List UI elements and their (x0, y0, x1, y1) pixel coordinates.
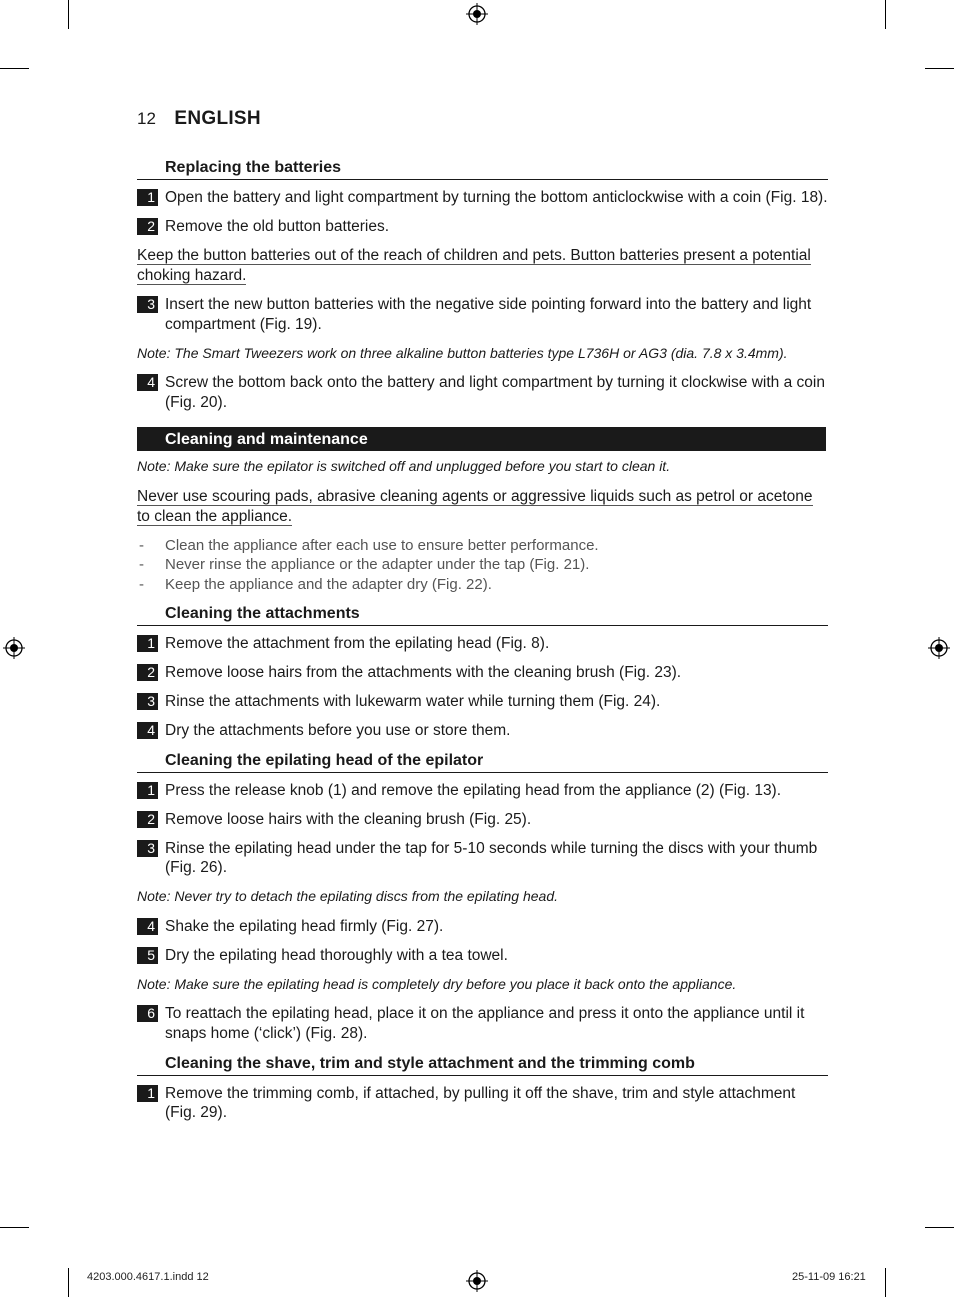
warning-batteries: Keep the button batteries out of the reach of children and pets. Button batteries present a potential choking hazard. (137, 247, 811, 284)
warning-text (137, 246, 828, 286)
step-number: 3 (137, 840, 158, 857)
step-number: 4 (137, 374, 158, 391)
step-number: 4 (137, 722, 158, 739)
step-text: Remove the trimming comb, if attached, by pulling it off the shave, trim and style attachment (Fig. 29). (165, 1084, 796, 1122)
warning-text (137, 487, 828, 527)
crop-mark (925, 1227, 954, 1228)
note-cleaning: Note: Make sure the epilator is switched off and unplugged before you start to clean it. (137, 458, 671, 474)
step-item (137, 1004, 828, 1043)
step-item (137, 295, 828, 334)
step-item (137, 839, 828, 878)
step-item (137, 188, 828, 208)
crop-mark (68, 1268, 69, 1297)
section-heading-cleaning: Cleaning and maintenance (137, 427, 826, 451)
step-text: Remove the attachment from the epilating head (Fig. 8). (165, 634, 550, 652)
step-text: Remove the old button batteries. (165, 218, 390, 235)
warning-cleaning: Never use scouring pads, abrasive cleaning agents or aggressive liquids such as petrol or acetone to clean the appliance. (137, 487, 813, 525)
registration-mark-icon (928, 637, 950, 659)
step-number: 1 (137, 1085, 158, 1102)
step-number: 1 (137, 189, 158, 206)
step-item (137, 781, 828, 801)
list-item: - Clean the appliance after each use to ensure better performance. (139, 536, 599, 554)
step-number: 4 (137, 918, 158, 935)
section-heading-shave: Cleaning the shave, trim and style attachment and the trimming comb (137, 1053, 828, 1076)
step-number: 3 (137, 693, 158, 710)
page-number: 12 (137, 109, 156, 128)
step-item (137, 634, 828, 654)
step-item (137, 1084, 828, 1123)
step-text: Rinse the attachments with lukewarm water while turning them (Fig. 24). (165, 692, 661, 710)
step-item (137, 946, 828, 966)
bullet-list (137, 536, 828, 595)
step-item (137, 217, 828, 237)
step-item (137, 810, 828, 830)
step-number: 5 (137, 947, 158, 964)
note-epilating-head: Note: Never try to detach the epilating discs from the epilating head. (137, 888, 559, 905)
step-number: 2 (137, 811, 158, 828)
language-heading: ENGLISH (174, 108, 261, 129)
step-text: Insert the new button batteries with the negative side pointing forward into the battery and light compartment (Fig. 19). (165, 296, 812, 333)
step-number: 2 (137, 664, 158, 681)
step-number: 3 (137, 296, 158, 313)
step-text: Open the battery and light compartment by turning the bottom anticlockwise with a coin (Fig. 18). (165, 189, 828, 206)
step-text: Remove loose hairs from the attachments with the cleaning brush (Fig. 23). (165, 663, 682, 681)
crop-mark (0, 68, 29, 69)
footer-datetime: 25-11-09 16:21 (792, 1271, 866, 1283)
step-text: Dry the epilating head thoroughly with a tea towel. (165, 946, 508, 964)
page-header (137, 108, 261, 130)
step-text: Screw the bottom back onto the battery and light compartment by turning it clockwise with a coin (Fig. 20). (165, 374, 825, 411)
step-text: Dry the attachments before you use or store them. (165, 721, 511, 739)
crop-mark (0, 1227, 29, 1228)
step-item (137, 692, 828, 712)
crop-mark (885, 0, 886, 29)
section-heading-epilating-head: Cleaning the epilating head of the epilator (137, 750, 828, 773)
registration-mark-icon (466, 1270, 488, 1292)
crop-mark (925, 68, 954, 69)
step-item (137, 663, 828, 683)
step-text: To reattach the epilating head, place it on the appliance and press it onto the appliance until it snaps home (‘click’) (Fig. 28). (165, 1005, 805, 1042)
step-number: 1 (137, 782, 158, 799)
step-item (137, 373, 828, 412)
crop-mark (885, 1268, 886, 1297)
note-batteries: Note: The Smart Tweezers work on three alkaline button batteries type L736H or AG3 (dia. 7.8 x 3.4mm). (137, 344, 788, 361)
step-number: 1 (137, 635, 158, 652)
registration-mark-icon (466, 3, 488, 25)
list-item: - Keep the appliance and the adapter dry (Fig. 22). (139, 575, 492, 593)
section-heading-attachments: Cleaning the attachments (137, 603, 828, 626)
crop-mark (68, 0, 69, 29)
step-item (137, 917, 828, 937)
step-text: Rinse the epilating head under the tap for 5-10 seconds while turning the discs with your thumb (Fig. 26). (165, 839, 818, 877)
page-content (137, 157, 828, 1132)
footer-filename: 4203.000.4617.1.indd 12 (87, 1271, 209, 1283)
step-text: Shake the epilating head firmly (Fig. 27). (165, 917, 444, 935)
step-item (137, 721, 828, 741)
step-text: Press the release knob (1) and remove the epilating head from the appliance (2) (Fig. 13). (165, 781, 782, 799)
list-item: - Never rinse the appliance or the adapter under the tap (Fig. 21). (139, 556, 590, 574)
note-epilating-head-dry: Note: Make sure the epilating head is completely dry before you place it back onto the appliance. (137, 975, 737, 992)
section-heading-batteries: Replacing the batteries (137, 157, 828, 180)
step-text: Remove loose hairs with the cleaning brush (Fig. 25). (165, 810, 532, 828)
registration-mark-icon (3, 637, 25, 659)
step-number: 2 (137, 218, 158, 235)
step-number: 6 (137, 1005, 158, 1022)
